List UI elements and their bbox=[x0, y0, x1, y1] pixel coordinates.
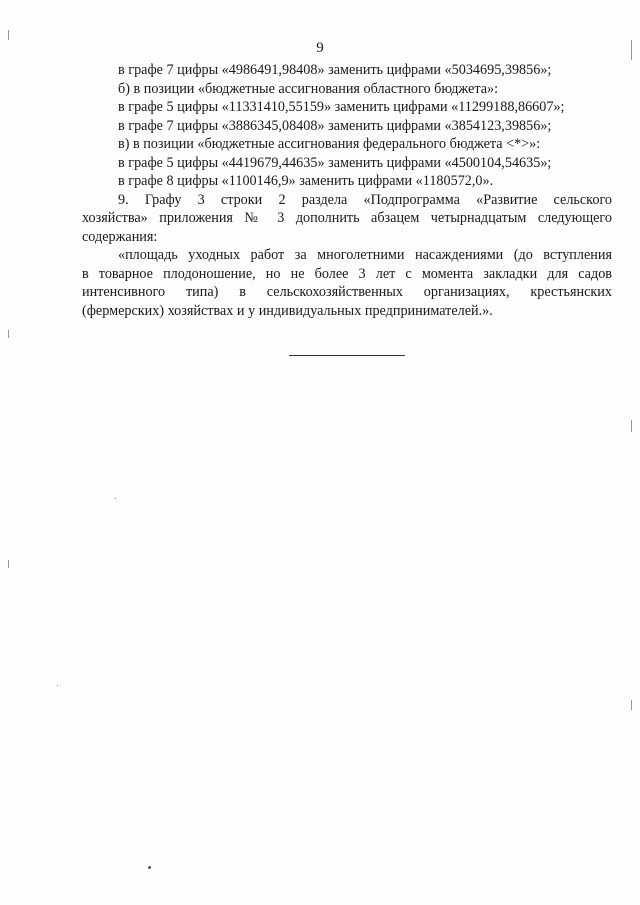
scan-edge-mark bbox=[8, 560, 9, 568]
text-line: 9. Графу 3 строки 2 раздела «Подпрограмма «Развитие сельского bbox=[118, 191, 612, 208]
text-line: (фермерских) хозяйствах и у индивидуальных предпринимателей.». bbox=[82, 302, 493, 319]
text-line: б) в позиции «бюджетные ассигнования областного бюджета»: bbox=[118, 80, 499, 97]
text-line: в графе 8 цифры «1100146,9» заменить цифрами «1180572,0». bbox=[118, 173, 494, 189]
scan-edge-mark bbox=[8, 330, 9, 338]
text-line: в графе 7 цифры «3886345,08408» заменить цифрами «3854123,39856»; bbox=[118, 117, 552, 134]
text-line: содержания: bbox=[82, 228, 158, 245]
scan-speck bbox=[148, 866, 151, 869]
scan-edge-mark bbox=[631, 700, 632, 710]
text-line: «площадь уходных работ за многолетними насаждениями (до вступления bbox=[118, 247, 612, 263]
text-line: в) в позиции «бюджетные ассигнования федерального бюджета <*>»: bbox=[118, 136, 541, 152]
text-line: в графе 5 цифры «4419679,44635» заменить цифрами «4500104,54635»; bbox=[118, 154, 552, 171]
scan-edge-mark bbox=[631, 420, 632, 432]
separator-line bbox=[289, 355, 405, 356]
scan-edge-mark bbox=[8, 30, 9, 40]
text-line: в товарное плодоношение, но не более 3 лет с момента закладки для садов bbox=[82, 265, 612, 282]
text-line: в графе 5 цифры «11331410,55159» заменить цифрами «11299188,86607»; bbox=[118, 99, 565, 115]
text-line: в графе 7 цифры «4986491,98408» заменить цифрами «5034695,39856»; bbox=[118, 62, 552, 78]
text-line: интенсивного типа) в сельскохозяйственных организациях, крестьянских bbox=[82, 284, 612, 300]
scan-edge-mark bbox=[631, 40, 632, 60]
page-number: 9 bbox=[316, 40, 324, 56]
document-body bbox=[82, 61, 612, 320]
text-line: хозяйства» приложения № 3 дополнить абзацем четырнадцатым следующего bbox=[82, 210, 612, 226]
scan-speck bbox=[57, 685, 58, 686]
scan-speck bbox=[115, 498, 116, 499]
